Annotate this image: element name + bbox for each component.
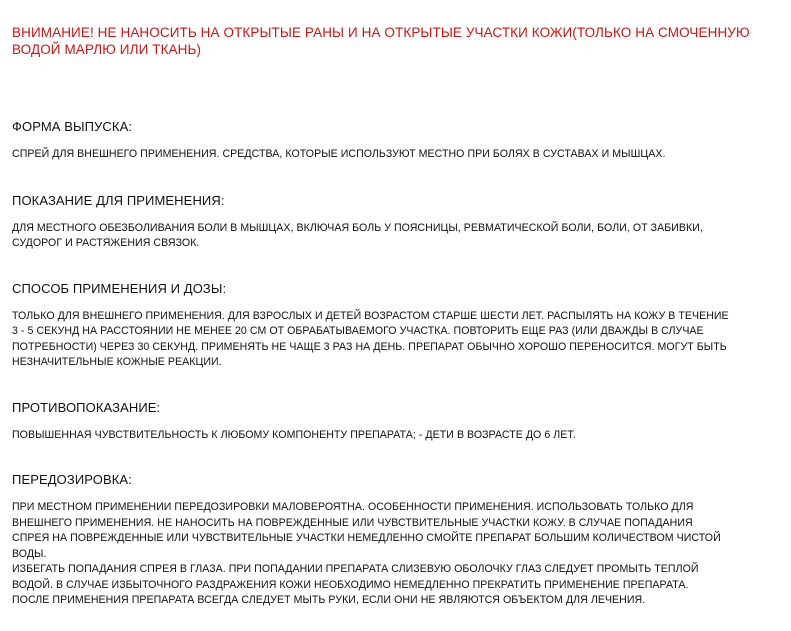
body-line: ПОСЛЕ ПРИМЕНЕНИЯ ПРЕПАРАТА ВСЕГДА СЛЕДУЕТ МЫТЬ РУКИ, ЕСЛИ ОНИ НЕ ЯВЛЯЮТСЯ ОБЪЕКТОМ ДЛЯ ЛЕЧЕНИЯ. bbox=[12, 594, 646, 606]
warning-line: ВОДОЙ МАРЛЮ ИЛИ ТКАНЬ) bbox=[12, 42, 202, 57]
section-body bbox=[12, 428, 779, 444]
body-line: СПРЕЯ НА ПОВРЕЖДЕННЫЕ ИЛИ ЧУВСТВИТЕЛЬНЫЕ УЧАСТКИ НЕМЕДЛЕННО СМОЙТЕ ПРЕПАРАТ БОЛЬШИМ КОЛИЧЕСТВОМ ЧИСТОЙ bbox=[12, 532, 721, 544]
section-body bbox=[12, 500, 779, 609]
section-overdose bbox=[12, 472, 779, 609]
body-line: ТОЛЬКО ДЛЯ ВНЕШНЕГО ПРИМЕНЕНИЯ. ДЛЯ ВЗРОСЛЫХ И ДЕТЕЙ ВОЗРАСТОМ СТАРШЕ ШЕСТИ ЛЕТ. РАСПЫЛЯТЬ НА КОЖУ В ТЕЧЕНИЕ bbox=[12, 309, 729, 322]
body-line: 3 - 5 СЕКУНД НА РАССТОЯНИИ НЕ МЕНЕЕ 20 СМ ОТ ОБРАБАТЫВАЕМОГО УЧАСТКА. ПОВТОРИТЬ ЕЩЕ РАЗ (ИЛИ ДВАЖДЫ В СЛУЧАЕ bbox=[12, 325, 704, 337]
body-line: ИЗБЕГАТЬ ПОПАДАНИЯ СПРЕЯ В ГЛАЗА. ПРИ ПОПАДАНИИ ПРЕПАРАТА СЛИЗЕВУЮ ОБОЛОЧКУ ГЛАЗ СЛЕДУЕТ ПРОМЫТЬ ТЕПЛОЙ bbox=[12, 563, 699, 575]
warning-line: ВНИМАНИЕ! НЕ НАНОСИТЬ НА ОТКРЫТЫЕ РАНЫ И НА ОТКРЫТЫЕ УЧАСТКИ КОЖИ(ТОЛЬКО НА СМОЧЕННУЮ bbox=[12, 25, 750, 40]
section-body bbox=[12, 221, 779, 252]
body-line: ВНЕШНЕГО ПРИМЕНЕНИЯ. НЕ НАНОСИТЬ НА ПОВРЕЖДЕННЫЕ ИЛИ ЧУВСТВИТЕЛЬНЫЕ УЧАСТКИ КОЖУ. В СЛУЧАЕ ПОПАДАНИЯ bbox=[12, 516, 693, 529]
body-line: ПОВЫШЕННАЯ ЧУВСТВИТЕЛЬНОСТЬ К ЛЮБОМУ КОМПОНЕНТУ ПРЕПАРАТА; - ДЕТИ В ВОЗРАСТЕ ДО 6 ЛЕТ. bbox=[12, 428, 576, 441]
section-title: ПОКАЗАНИЕ ДЛЯ ПРИМЕНЕНИЯ: bbox=[12, 192, 225, 208]
body-line: ВОДЫ. bbox=[12, 547, 47, 560]
section-title: СПОСОБ ПРИМЕНЕНИЯ И ДОЗЫ: bbox=[12, 280, 227, 296]
section-body bbox=[12, 147, 779, 163]
section-usage-dosage bbox=[12, 281, 779, 371]
section-title: ПЕРЕДОЗИРОВКА: bbox=[12, 472, 132, 487]
warning-notice bbox=[12, 24, 779, 58]
body-line: ВОДОЙ. В СЛУЧАЕ ИЗБЫТОЧНОГО РАЗДРАЖЕНИЯ КОЖИ НЕОБХОДИМО НЕМЕДЛЕННО ПРЕКРАТИТЬ ПРИМЕНЕНИЕ ПРЕПАРАТА. bbox=[12, 578, 689, 591]
section-contraindications bbox=[12, 400, 779, 444]
body-line: НЕЗНАЧИТЕЛЬНЫЕ КОЖНЫЕ РЕАКЦИИ. bbox=[12, 356, 222, 368]
section-title: ФОРМА ВЫПУСКА: bbox=[12, 119, 133, 134]
body-line: ДЛЯ МЕСТНОГО ОБЕЗБОЛИВАНИЯ БОЛИ В МЫШЦАХ, ВКЛЮЧАЯ БОЛЬ У ПОЯСНИЦЫ, РЕВМАТИЧЕСКОЙ БОЛИ, БОЛИ, ОТ ЗАБИВКИ, bbox=[12, 221, 703, 234]
section-body bbox=[12, 309, 779, 371]
body-line: ПОТРЕБНОСТИ) ЧЕРЕЗ 30 СЕКУНД. ПРИМЕНЯТЬ НЕ ЧАЩЕ 3 РАЗ НА ДЕНЬ. ПРЕПАРАТ ОБЫЧНО ХОРОШО ПЕРЕНОСИТСЯ. МОГУТ БЫТЬ bbox=[12, 340, 727, 353]
section-release-form bbox=[12, 119, 779, 163]
body-line: СУДОРОГ И РАСТЯЖЕНИЯ СВЯЗОК. bbox=[12, 237, 200, 249]
body-line: ПРИ МЕСТНОМ ПРИМЕНЕНИИ ПЕРЕДОЗИРОВКИ МАЛОВЕРОЯТНА. ОСОБЕННОСТИ ПРИМЕНЕНИЯ. ИСПОЛЬЗОВАТЬ ТОЛЬКО ДЛЯ bbox=[12, 501, 694, 513]
body-line: СПРЕЙ ДЛЯ ВНЕШНЕГО ПРИМЕНЕНИЯ. СРЕДСТВА, КОТОРЫЕ ИСПОЛЬЗУЮТ МЕСТНО ПРИ БОЛЯХ В СУСТАВАХ И МЫШЦАХ. bbox=[12, 148, 666, 160]
section-title: ПРОТИВОПОКАЗАНИЕ: bbox=[12, 399, 161, 415]
section-indications bbox=[12, 193, 779, 252]
